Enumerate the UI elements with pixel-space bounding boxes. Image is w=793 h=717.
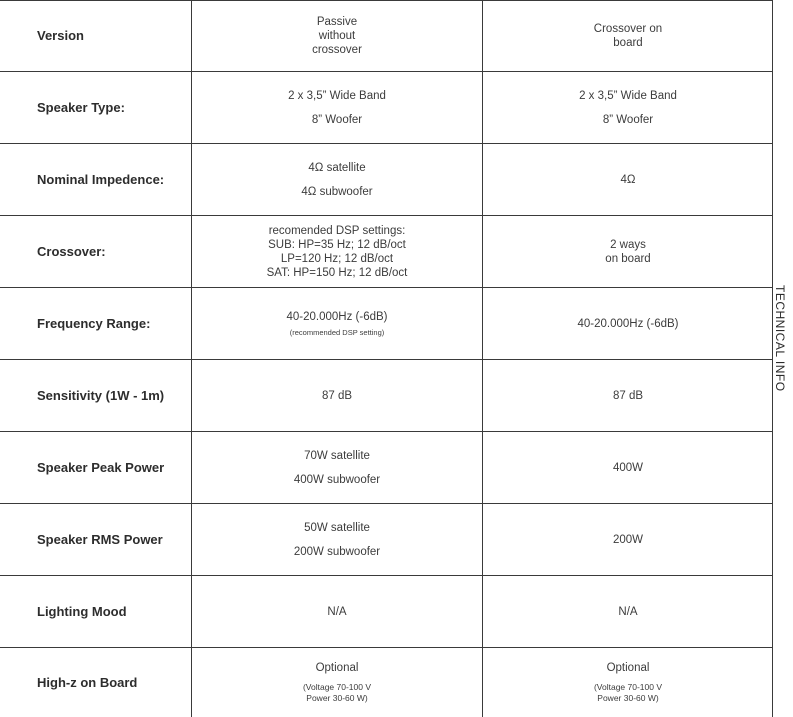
- table-row-high-z: [0, 648, 773, 717]
- crossover-cell: [483, 504, 773, 575]
- cell-line: 70W satellite: [304, 449, 370, 462]
- row-label: High-z on Board: [37, 675, 138, 690]
- cell-line: board: [613, 36, 643, 49]
- cell-line: 4Ω subwoofer: [301, 185, 373, 198]
- cell-line: 200W: [612, 533, 644, 546]
- cell-line: 8” Woofer: [602, 113, 654, 126]
- cell-line: 2 ways: [610, 238, 646, 251]
- passive-cell: [192, 216, 482, 287]
- passive-cell: [192, 360, 482, 431]
- cell-line: LP=120 Hz; 12 dB/oct: [280, 252, 394, 265]
- cell-line: 2 x 3,5” Wide Band: [579, 89, 677, 102]
- side-section-label: TECHNICAL INFO: [773, 285, 787, 392]
- passive-cell: [192, 72, 482, 143]
- crossover-cell: [483, 144, 773, 215]
- cell-line: Optional: [315, 662, 359, 674]
- passive-cell: [192, 144, 482, 215]
- cell-line: without: [318, 29, 356, 42]
- cell-note: Power 30-60 W): [597, 693, 659, 703]
- table-row-rms-power: [0, 504, 773, 575]
- cell-line: recomended DSP settings:: [268, 224, 406, 237]
- table-row-nominal-impedence: [0, 144, 773, 215]
- crossover-cell: [483, 432, 773, 503]
- crossover-cell: [483, 576, 773, 647]
- table-row-peak-power: [0, 432, 773, 503]
- cell-note: (recommended DSP setting): [289, 327, 385, 337]
- passive-cell: [192, 432, 482, 503]
- cell-line: 4Ω satellite: [308, 161, 366, 174]
- cell-line: N/A: [618, 605, 638, 618]
- row-label: Nominal Impedence:: [37, 172, 165, 187]
- row-label: Frequency Range:: [37, 316, 151, 331]
- crossover-cell: [483, 648, 773, 717]
- cell-line: N/A: [327, 605, 347, 618]
- crossover-cell: [483, 360, 773, 431]
- cell-line: 400W: [612, 461, 644, 474]
- table-row-speaker-type: [0, 72, 773, 143]
- table-row-frequency-range: [0, 288, 773, 359]
- cell-line: 4Ω: [620, 173, 636, 186]
- cell-line: 87 dB: [321, 389, 353, 402]
- cell-line: 87 dB: [612, 389, 644, 402]
- row-label: Crossover:: [37, 244, 106, 259]
- row-label: Speaker Type:: [37, 100, 125, 115]
- row-label: Version: [37, 28, 84, 43]
- row-label: Speaker Peak Power: [37, 460, 165, 475]
- cell-line: SAT: HP=150 Hz; 12 dB/oct: [266, 266, 408, 279]
- cell-note: Power 30-60 W): [306, 693, 368, 703]
- crossover-cell: [483, 72, 773, 143]
- passive-cell: [192, 288, 482, 359]
- table-row-crossover: [0, 216, 773, 287]
- passive-cell: [192, 0, 482, 71]
- row-label: Speaker RMS Power: [37, 532, 163, 547]
- cell-line: Optional: [606, 662, 650, 674]
- cell-line: Crossover on: [593, 22, 663, 35]
- cell-line: crossover: [312, 43, 362, 56]
- table-row-lighting-mood: [0, 576, 773, 647]
- cell-line: SUB: HP=35 Hz; 12 dB/oct: [268, 238, 406, 251]
- crossover-cell: [483, 288, 773, 359]
- row-label: Lighting Mood: [37, 604, 127, 619]
- cell-line: 200W subwoofer: [293, 545, 381, 558]
- cell-note: (Voltage 70-100 V: [302, 682, 372, 692]
- cell-line: 400W subwoofer: [293, 473, 381, 486]
- row-label: Sensitivity (1W - 1m): [37, 388, 165, 403]
- cell-line: 50W satellite: [304, 521, 370, 534]
- passive-cell: [192, 576, 482, 647]
- crossover-cell: [483, 216, 773, 287]
- cell-line: Passive: [316, 15, 358, 28]
- cell-line: 8” Woofer: [311, 113, 363, 126]
- cell-line: on board: [605, 252, 651, 265]
- passive-cell: [192, 648, 482, 717]
- cell-line: 40-20.000Hz (-6dB): [286, 310, 388, 323]
- cell-line: 40-20.000Hz (-6dB): [577, 317, 679, 330]
- crossover-cell: [483, 0, 773, 71]
- table-row-version: [0, 0, 773, 71]
- cell-note: (Voltage 70-100 V: [593, 682, 663, 692]
- passive-cell: [192, 504, 482, 575]
- table-row-sensitivity: [0, 360, 773, 431]
- cell-line: 2 x 3,5” Wide Band: [288, 89, 386, 102]
